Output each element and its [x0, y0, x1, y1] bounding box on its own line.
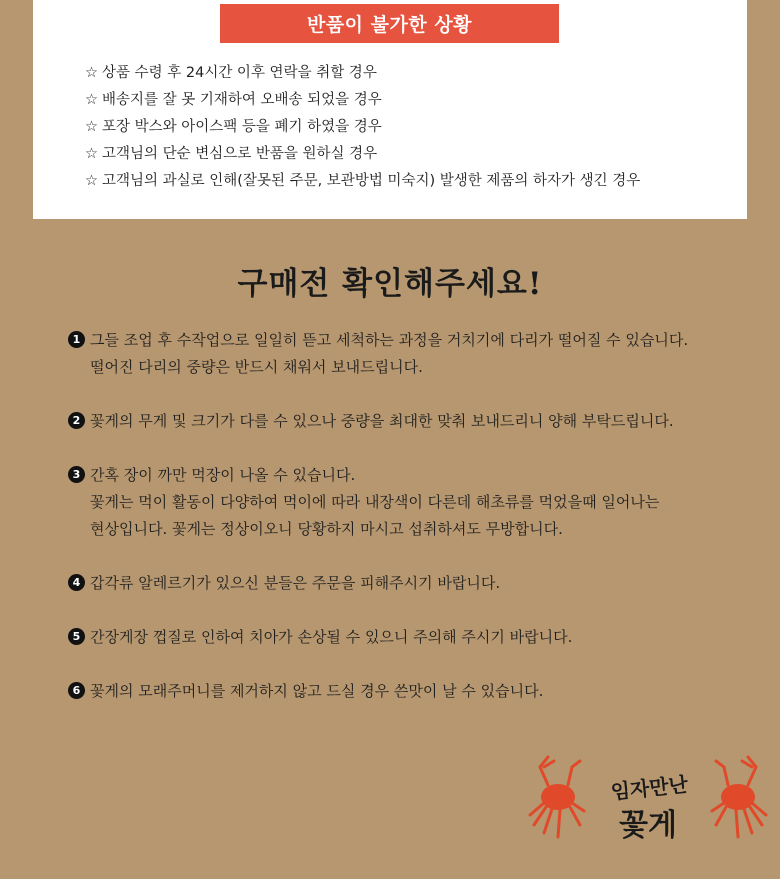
refund-condition-item: ☆ 고객님의 단순 변심으로 반품을 원하실 경우 — [85, 146, 378, 162]
note-line: 간혹 장이 까만 먹장이 나올 수 있습니다. — [90, 466, 356, 484]
note-line: 갑각류 알레르기가 있으신 분들은 주문을 피해주시기 바랍니다. — [90, 574, 501, 592]
note-line: 꽃게의 모래주머니를 제거하지 않고 드실 경우 쓴맛이 날 수 있습니다. — [90, 682, 544, 700]
note-line: 간장게장 껍질로 인하여 치아가 손상될 수 있으니 주의해 주시기 바랍니다. — [90, 628, 573, 646]
note-item — [68, 409, 688, 463]
note-line: 꽃게는 먹이 활동이 다양하여 먹이에 따라 내장색이 다른데 해초류를 먹었을때 일어나는 — [90, 493, 660, 511]
note-item — [68, 463, 688, 571]
number-badge-icon: 6 — [68, 682, 85, 699]
note-line: 떨어진 다리의 중량은 반드시 채워서 보내드립니다. — [90, 358, 423, 376]
purchase-notes-list — [68, 328, 688, 709]
crab-icon — [530, 757, 584, 837]
note-line: 그들 조업 후 수작업으로 일일히 뜯고 세척하는 과정을 거치기에 다리가 떨어질 수 있습니다. — [90, 331, 689, 349]
note-item — [68, 679, 688, 709]
refund-condition-item: ☆ 상품 수령 후 24시간 이후 연락을 취할 경우 — [85, 65, 377, 81]
note-line: 꽃게의 무게 및 크기가 다를 수 있으나 중량을 최대한 맞춰 보내드리니 양해 부탁드립니다. — [90, 412, 674, 430]
brand-logo — [526, 745, 770, 865]
check-before-purchase-heading: 구매전 확인해주세요! — [237, 266, 543, 302]
star-icon: ☆ — [85, 173, 98, 189]
refund-condition-item: ☆ 고객님의 과실로 인해(잘못된 주문, 보관방법 미숙지) 발생한 제품의 하자가 생긴 경우 — [85, 173, 641, 189]
logo-text-line1: 임자만난 — [609, 772, 689, 805]
refund-policy-title: 반품이 불가한 상황 — [220, 4, 559, 43]
star-icon: ☆ — [85, 146, 98, 162]
number-badge-icon: 2 — [68, 412, 85, 429]
number-badge-icon: 1 — [68, 331, 85, 348]
number-badge-icon: 5 — [68, 628, 85, 645]
note-item — [68, 571, 688, 625]
star-icon: ☆ — [85, 119, 98, 135]
logo-text-line2: 꽃게 — [619, 808, 677, 843]
refund-condition-item: ☆ 배송지를 잘 못 기재하여 오배송 되었을 경우 — [85, 92, 382, 108]
star-icon: ☆ — [85, 92, 98, 108]
crab-icon — [712, 757, 766, 837]
refund-condition-list — [85, 60, 640, 195]
star-icon: ☆ — [85, 65, 98, 81]
note-item — [68, 625, 688, 679]
number-badge-icon: 4 — [68, 574, 85, 591]
note-item — [68, 328, 688, 409]
refund-condition-item: ☆ 포장 박스와 아이스팩 등을 폐기 하였을 경우 — [85, 119, 382, 135]
number-badge-icon: 3 — [68, 466, 85, 483]
note-line: 현상입니다. 꽃게는 정상이오니 당황하지 마시고 섭취하셔도 무방합니다. — [90, 520, 563, 538]
